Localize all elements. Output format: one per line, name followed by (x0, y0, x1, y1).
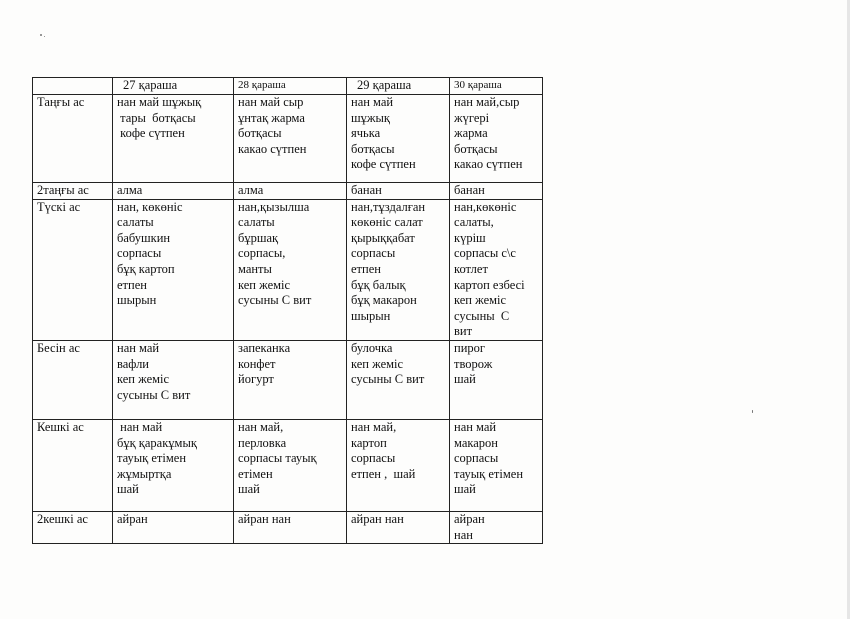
table-row (33, 183, 543, 200)
header-corner (33, 78, 113, 95)
table-row (33, 340, 543, 419)
menu-cell: пирог творож шай (450, 340, 543, 419)
meal-label: 2таңғы ас (33, 183, 113, 200)
meal-label: 2кешкі ас (33, 511, 113, 543)
table-row (33, 419, 543, 511)
menu-cell: нан май вафли кеп жеміс сусыны С вит (113, 340, 234, 419)
menu-cell: айран нан (347, 511, 450, 543)
weekly-menu-table (32, 77, 543, 544)
menu-cell: нан май бұқ қаракұмық тауық етімен жұмыртқа шай (113, 419, 234, 511)
menu-cell: нан май, картоп сорпасы етпен , шай (347, 419, 450, 511)
menu-cell: нан,қызылша салаты бұршақ сорпасы, манты кеп жеміс сусыны С вит (234, 199, 347, 340)
menu-cell: нан,тұздалған көкөніс салат қырыққабат сорпасы етпен бұқ балық бұқ макарон шырын (347, 199, 450, 340)
menu-cell: алма (234, 183, 347, 200)
menu-cell: нан май, перловка сорпасы тауық етімен шай (234, 419, 347, 511)
day-header: 28 қараша (234, 78, 347, 95)
scan-speck (752, 410, 753, 413)
day-header: 27 қараша (113, 78, 234, 95)
menu-cell: нан, көкөніс салаты бабушкин сорпасы бұқ картоп етпен шырын (113, 199, 234, 340)
table-row (33, 95, 543, 183)
menu-cell: нан май шұжық тары ботқасы кофе сүтпен (113, 95, 234, 183)
meal-label: Кешкі ас (33, 419, 113, 511)
menu-cell: нан май,сыр жүгері жарма ботқасы какао сүтпен (450, 95, 543, 183)
menu-cell: нан май шұжық ячька ботқасы кофе сүтпен (347, 95, 450, 183)
menu-cell: банан (450, 183, 543, 200)
meal-label: Таңғы ас (33, 95, 113, 183)
header-row (33, 78, 543, 95)
menu-cell: нан май сыр ұнтақ жарма ботқасы какао сүтпен (234, 95, 347, 183)
table-row (33, 511, 543, 543)
menu-cell: банан (347, 183, 450, 200)
menu-cell: алма (113, 183, 234, 200)
meal-label: Бесін ас (33, 340, 113, 419)
menu-cell: булочка кеп жеміс сусыны С вит (347, 340, 450, 419)
menu-cell: нан,көкөніс салаты, күріш сорпасы с\с котлет картоп езбесі кеп жеміс сусыны С вит (450, 199, 543, 340)
menu-cell: запеканка конфет йогурт (234, 340, 347, 419)
scan-speck (40, 34, 42, 36)
menu-cell: айран нан (450, 511, 543, 543)
day-header: 29 қараша (347, 78, 450, 95)
meal-label: Түскі ас (33, 199, 113, 340)
table-row (33, 199, 543, 340)
menu-cell: айран (113, 511, 234, 543)
menu-cell: айран нан (234, 511, 347, 543)
menu-cell: нан май макарон сорпасы тауық етімен шай (450, 419, 543, 511)
scan-speck (44, 36, 45, 37)
day-header: 30 қараша (450, 78, 543, 95)
